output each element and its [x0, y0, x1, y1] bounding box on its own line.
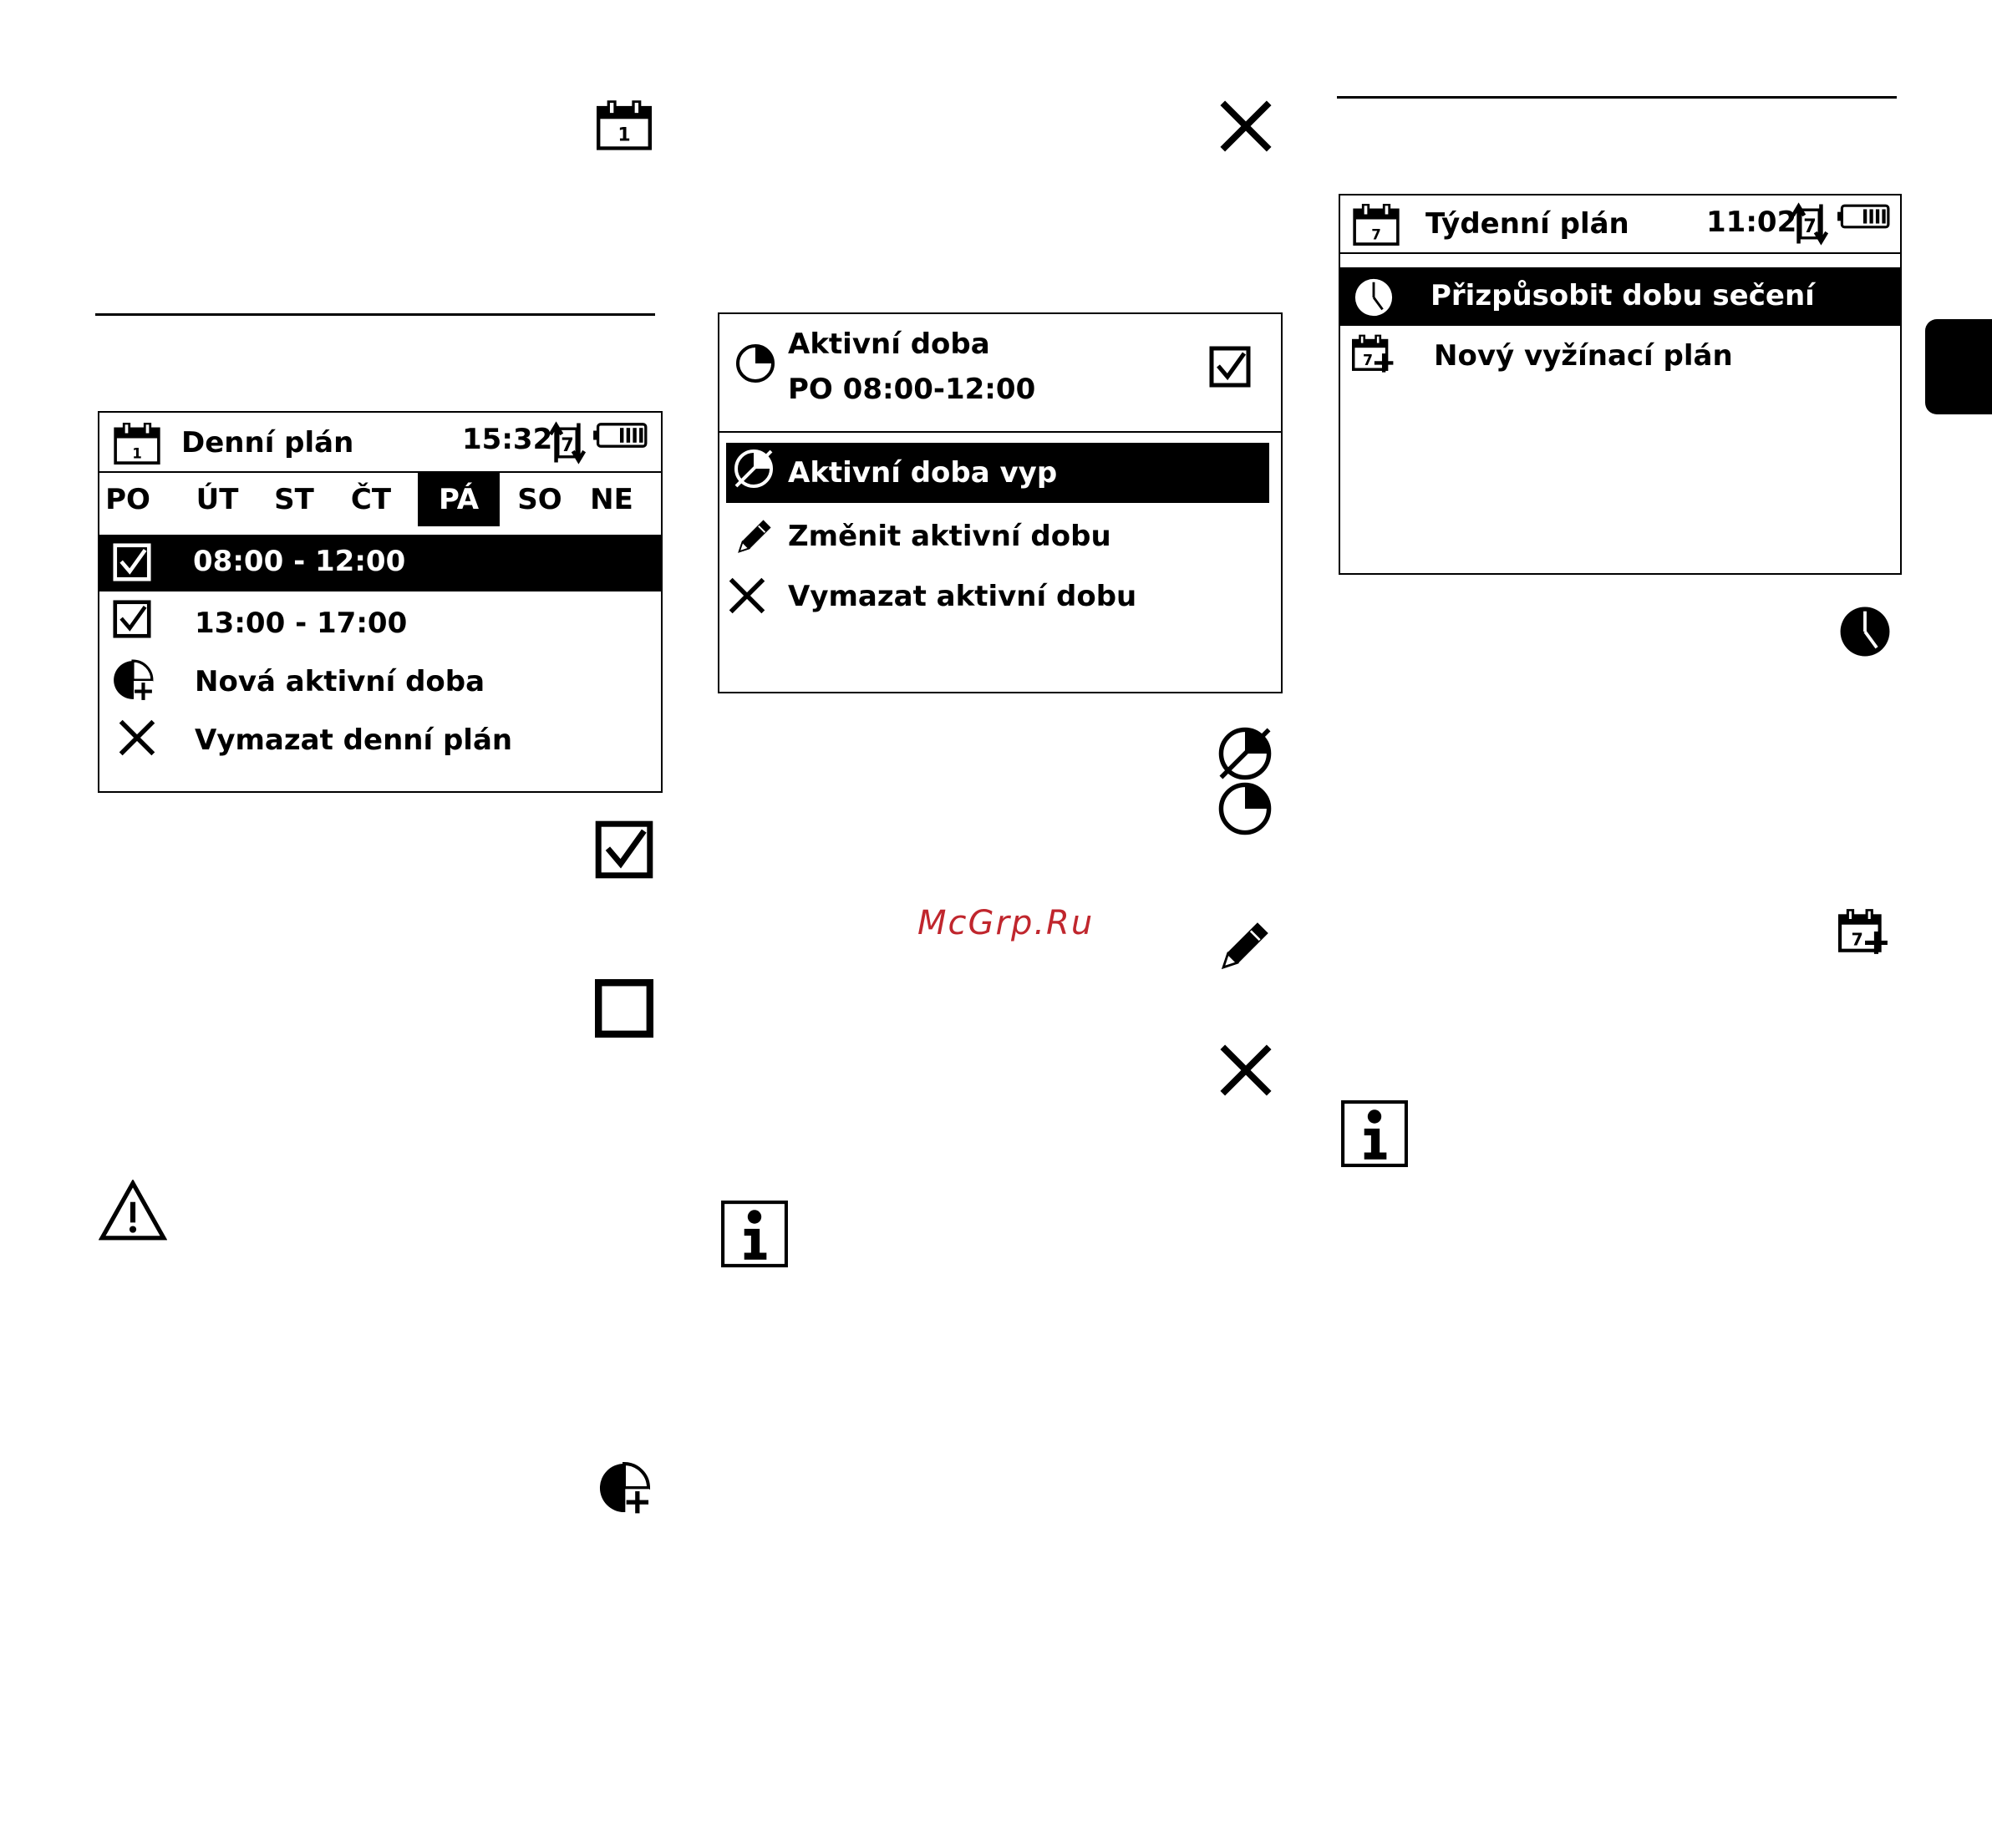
svg-text:1: 1 — [132, 445, 142, 462]
list-item[interactable] — [99, 713, 661, 767]
checkbox-checked-icon — [595, 820, 653, 879]
close-icon — [1218, 1043, 1273, 1098]
screen-header — [99, 413, 661, 473]
new-active-time-icon — [111, 658, 155, 702]
clock-time: 15:32 — [462, 423, 553, 456]
checkbox-empty-icon — [595, 979, 653, 1038]
active-time-off-icon — [733, 448, 775, 490]
close-icon — [1218, 99, 1273, 154]
svg-text:1: 1 — [617, 124, 631, 146]
calendar-week-icon — [1352, 204, 1400, 246]
active-time-icon — [1217, 780, 1273, 837]
list-item-label: 13:00 - 17:00 — [195, 607, 408, 640]
section-thumb-tab — [1925, 319, 1992, 414]
info-icon — [1340, 1099, 1409, 1168]
pencil-icon — [1217, 916, 1273, 976]
weekly-plan-screen — [1339, 194, 1902, 575]
list-item-label: Nová aktivní doba — [195, 665, 485, 698]
list-item-label: Vymazat denní plán — [195, 723, 513, 757]
battery-icon — [592, 421, 648, 449]
tab-ut[interactable]: ÚT — [196, 483, 239, 516]
close-icon — [118, 718, 156, 757]
checkbox-checked-icon[interactable] — [113, 543, 151, 581]
list-item[interactable] — [719, 510, 1281, 563]
list-item-label: 08:00 - 12:00 — [193, 545, 406, 578]
clock-time: 11:02 — [1706, 206, 1797, 239]
calendar-day-icon — [113, 423, 161, 465]
tab-pa[interactable]: PÁ — [418, 473, 500, 526]
sync-icon — [547, 419, 587, 466]
active-time-icon — [734, 343, 776, 384]
new-plan-icon — [1352, 334, 1395, 374]
close-icon — [728, 576, 766, 615]
warning-icon — [99, 1180, 167, 1241]
active-time-screen — [718, 312, 1283, 693]
sync-icon — [1790, 201, 1830, 247]
section-divider — [95, 313, 655, 316]
list-item-label: Změnit aktivní dobu — [788, 520, 1111, 553]
list-item-label: Vymazat aktivní dobu — [788, 580, 1137, 613]
checkbox-checked-icon[interactable] — [113, 600, 151, 638]
svg-text:7: 7 — [1371, 226, 1381, 243]
new-active-time-icon — [597, 1460, 652, 1515]
checkbox-checked-icon[interactable] — [1209, 346, 1251, 388]
screen-header — [719, 314, 1281, 433]
screen-header — [1340, 195, 1900, 254]
screen-title: Aktivní doba — [788, 327, 990, 361]
list-item[interactable] — [99, 597, 661, 650]
tab-st[interactable]: ST — [274, 483, 314, 516]
screen-title: Týdenní plán — [1425, 207, 1629, 241]
list-item[interactable] — [1340, 329, 1900, 384]
list-item[interactable] — [99, 535, 661, 591]
section-divider — [1337, 96, 1897, 99]
pencil-icon — [734, 516, 775, 556]
screen-title: Denní plán — [181, 426, 354, 459]
watermark: McGrp.Ru — [917, 904, 1095, 942]
new-plan-icon — [1838, 909, 1890, 956]
clock-icon — [1354, 277, 1394, 317]
battery-icon — [1837, 202, 1890, 231]
list-item[interactable] — [726, 443, 1269, 503]
tab-so[interactable]: SO — [517, 483, 562, 516]
day-tabs — [99, 473, 661, 526]
calendar-day-icon — [597, 100, 652, 150]
clock-icon — [1838, 605, 1892, 658]
list-item[interactable] — [719, 570, 1281, 623]
active-time-period: PO 08:00-12:00 — [788, 373, 1036, 406]
tab-po[interactable]: PO — [105, 483, 150, 516]
list-item-label: Aktivní doba vyp — [788, 456, 1058, 490]
daily-plan-screen — [98, 411, 663, 793]
tab-ne[interactable]: NE — [590, 483, 633, 516]
list-item[interactable] — [99, 655, 661, 708]
list-item[interactable] — [1340, 267, 1900, 326]
list-item-label: Přizpůsobit dobu sečení — [1430, 279, 1815, 312]
info-icon — [720, 1200, 789, 1268]
active-time-off-icon — [1217, 725, 1273, 782]
list-item-label: Nový vyžínací plán — [1434, 339, 1733, 373]
tab-ct[interactable]: ČT — [350, 483, 392, 516]
